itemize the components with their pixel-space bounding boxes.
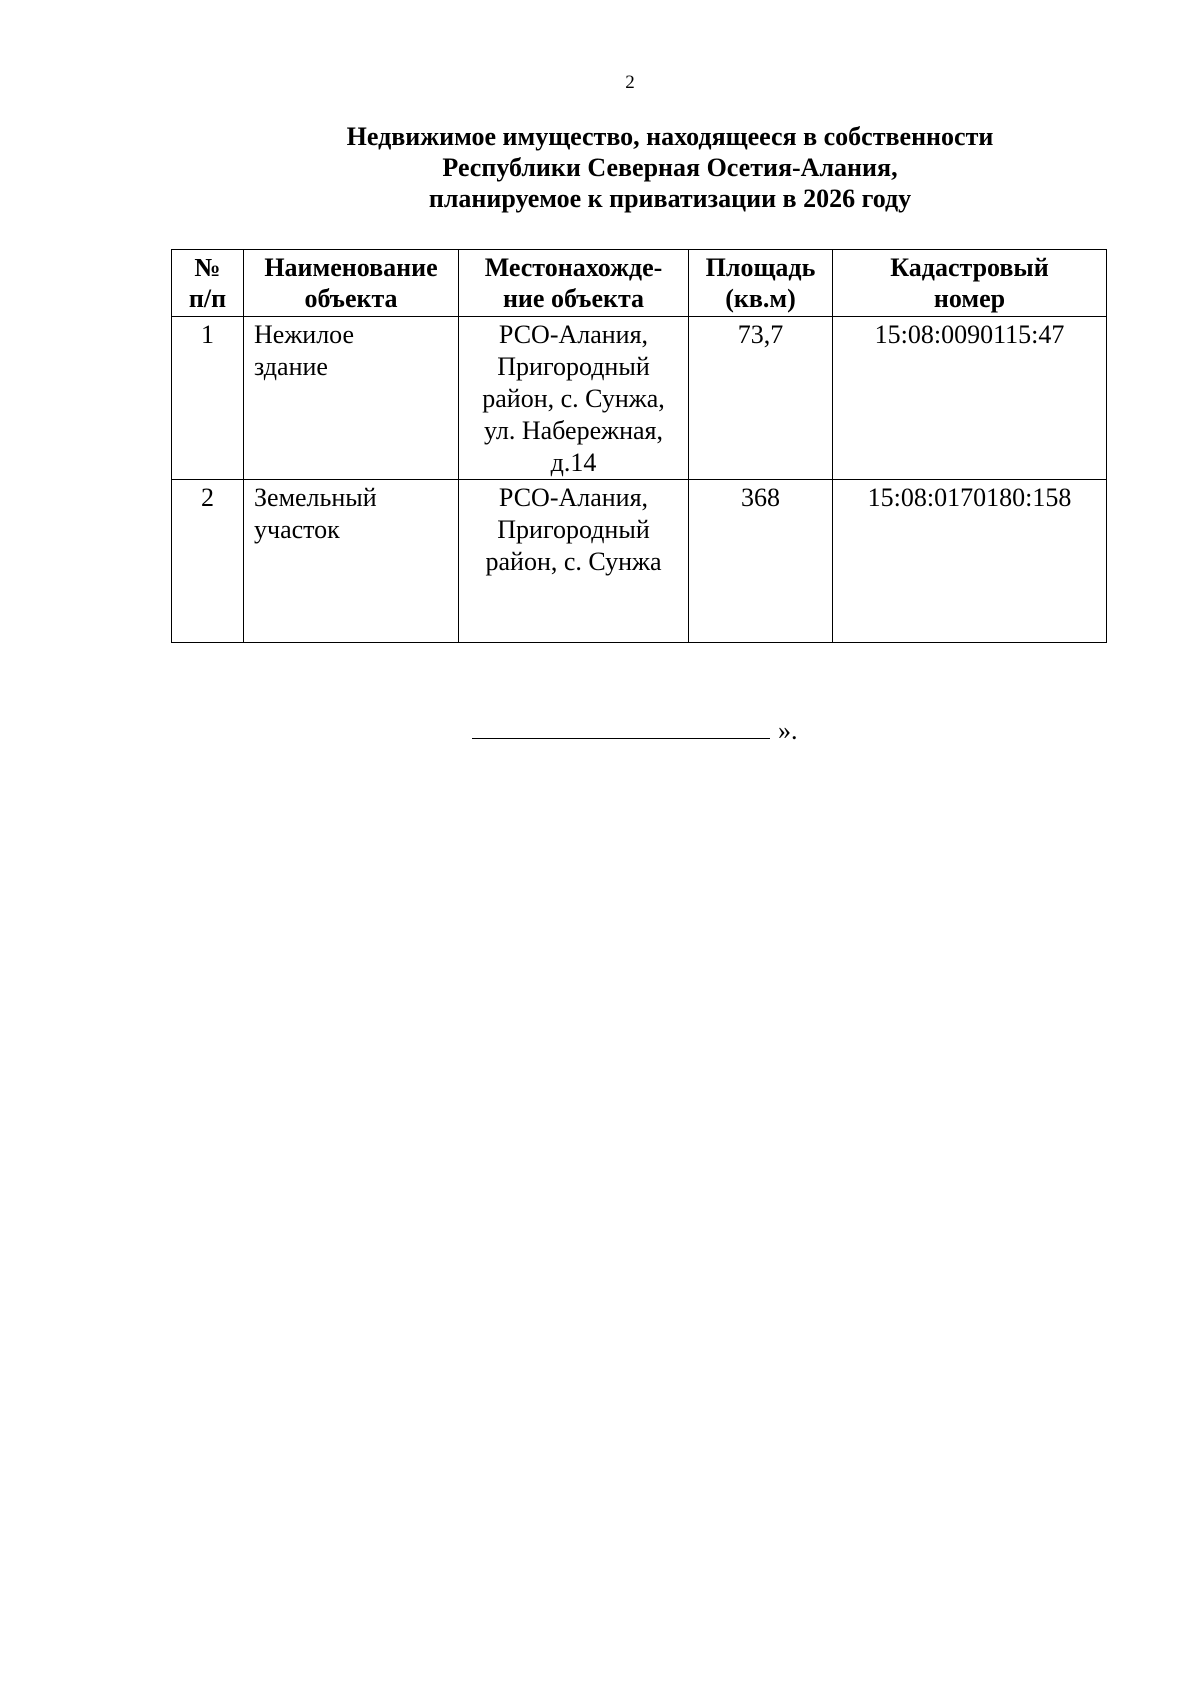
header-location <box>459 250 689 317</box>
header-area <box>689 250 833 317</box>
table-row <box>172 480 1107 643</box>
cell-name-line: Нежилое <box>254 320 355 349</box>
title-line-3: планируемое к приватизации в 2026 году <box>428 184 912 213</box>
cell-number: 1 <box>172 317 244 480</box>
cell-name <box>244 480 459 643</box>
cell-location-line: РСО-Алания, <box>498 483 649 512</box>
header-cadastral-line: Кадастровый <box>890 253 1049 282</box>
cell-area: 368 <box>689 480 833 643</box>
closing-line <box>472 712 798 747</box>
cell-location-line: район, с. Сунжа <box>485 547 662 576</box>
header-name-line: объекта <box>304 284 398 313</box>
header-area-line: Площадь <box>705 253 816 282</box>
header-number <box>172 250 244 317</box>
cell-location-line: РСО-Алания, <box>498 320 649 349</box>
document-title <box>230 121 1110 214</box>
cell-location <box>459 480 689 643</box>
cell-location-line: д.14 <box>550 448 597 477</box>
cell-location-line: район, с. Сунжа, <box>482 384 665 413</box>
title-line-2: Республики Северная Осетия-Алания, <box>442 153 898 182</box>
cell-name-line: Земельный <box>254 483 377 512</box>
header-cadastral <box>833 250 1107 317</box>
header-area-line: (кв.м) <box>725 284 796 313</box>
table-row <box>172 317 1107 480</box>
cell-name-line: участок <box>254 515 340 544</box>
cell-name-line: здание <box>254 352 328 381</box>
header-number-line: № <box>194 253 221 282</box>
closing-quote: ». <box>778 716 798 745</box>
header-location-line: Местонахожде- <box>484 253 663 282</box>
page-number: 2 <box>625 72 635 93</box>
cell-location-line: ул. Набережная, <box>484 416 663 445</box>
header-name <box>244 250 459 317</box>
title-line-1: Недвижимое имущество, находящееся в собственности <box>346 122 994 151</box>
cell-location-line: Пригородный <box>497 515 650 544</box>
cell-cadastral: 15:08:0170180:158 <box>833 480 1107 643</box>
cell-cadastral: 15:08:0090115:47 <box>833 317 1107 480</box>
property-table <box>171 249 1107 643</box>
header-name-line: Наименование <box>264 253 438 282</box>
header-number-line: п/п <box>188 284 227 313</box>
header-cadastral-line: номер <box>933 284 1006 313</box>
cell-name <box>244 317 459 480</box>
blank-line <box>472 712 770 739</box>
cell-location-line: Пригородный <box>497 352 650 381</box>
cell-number: 2 <box>172 480 244 643</box>
table-header-row <box>172 250 1107 317</box>
cell-area: 73,7 <box>689 317 833 480</box>
header-location-line: ние объекта <box>502 284 645 313</box>
cell-location <box>459 317 689 480</box>
